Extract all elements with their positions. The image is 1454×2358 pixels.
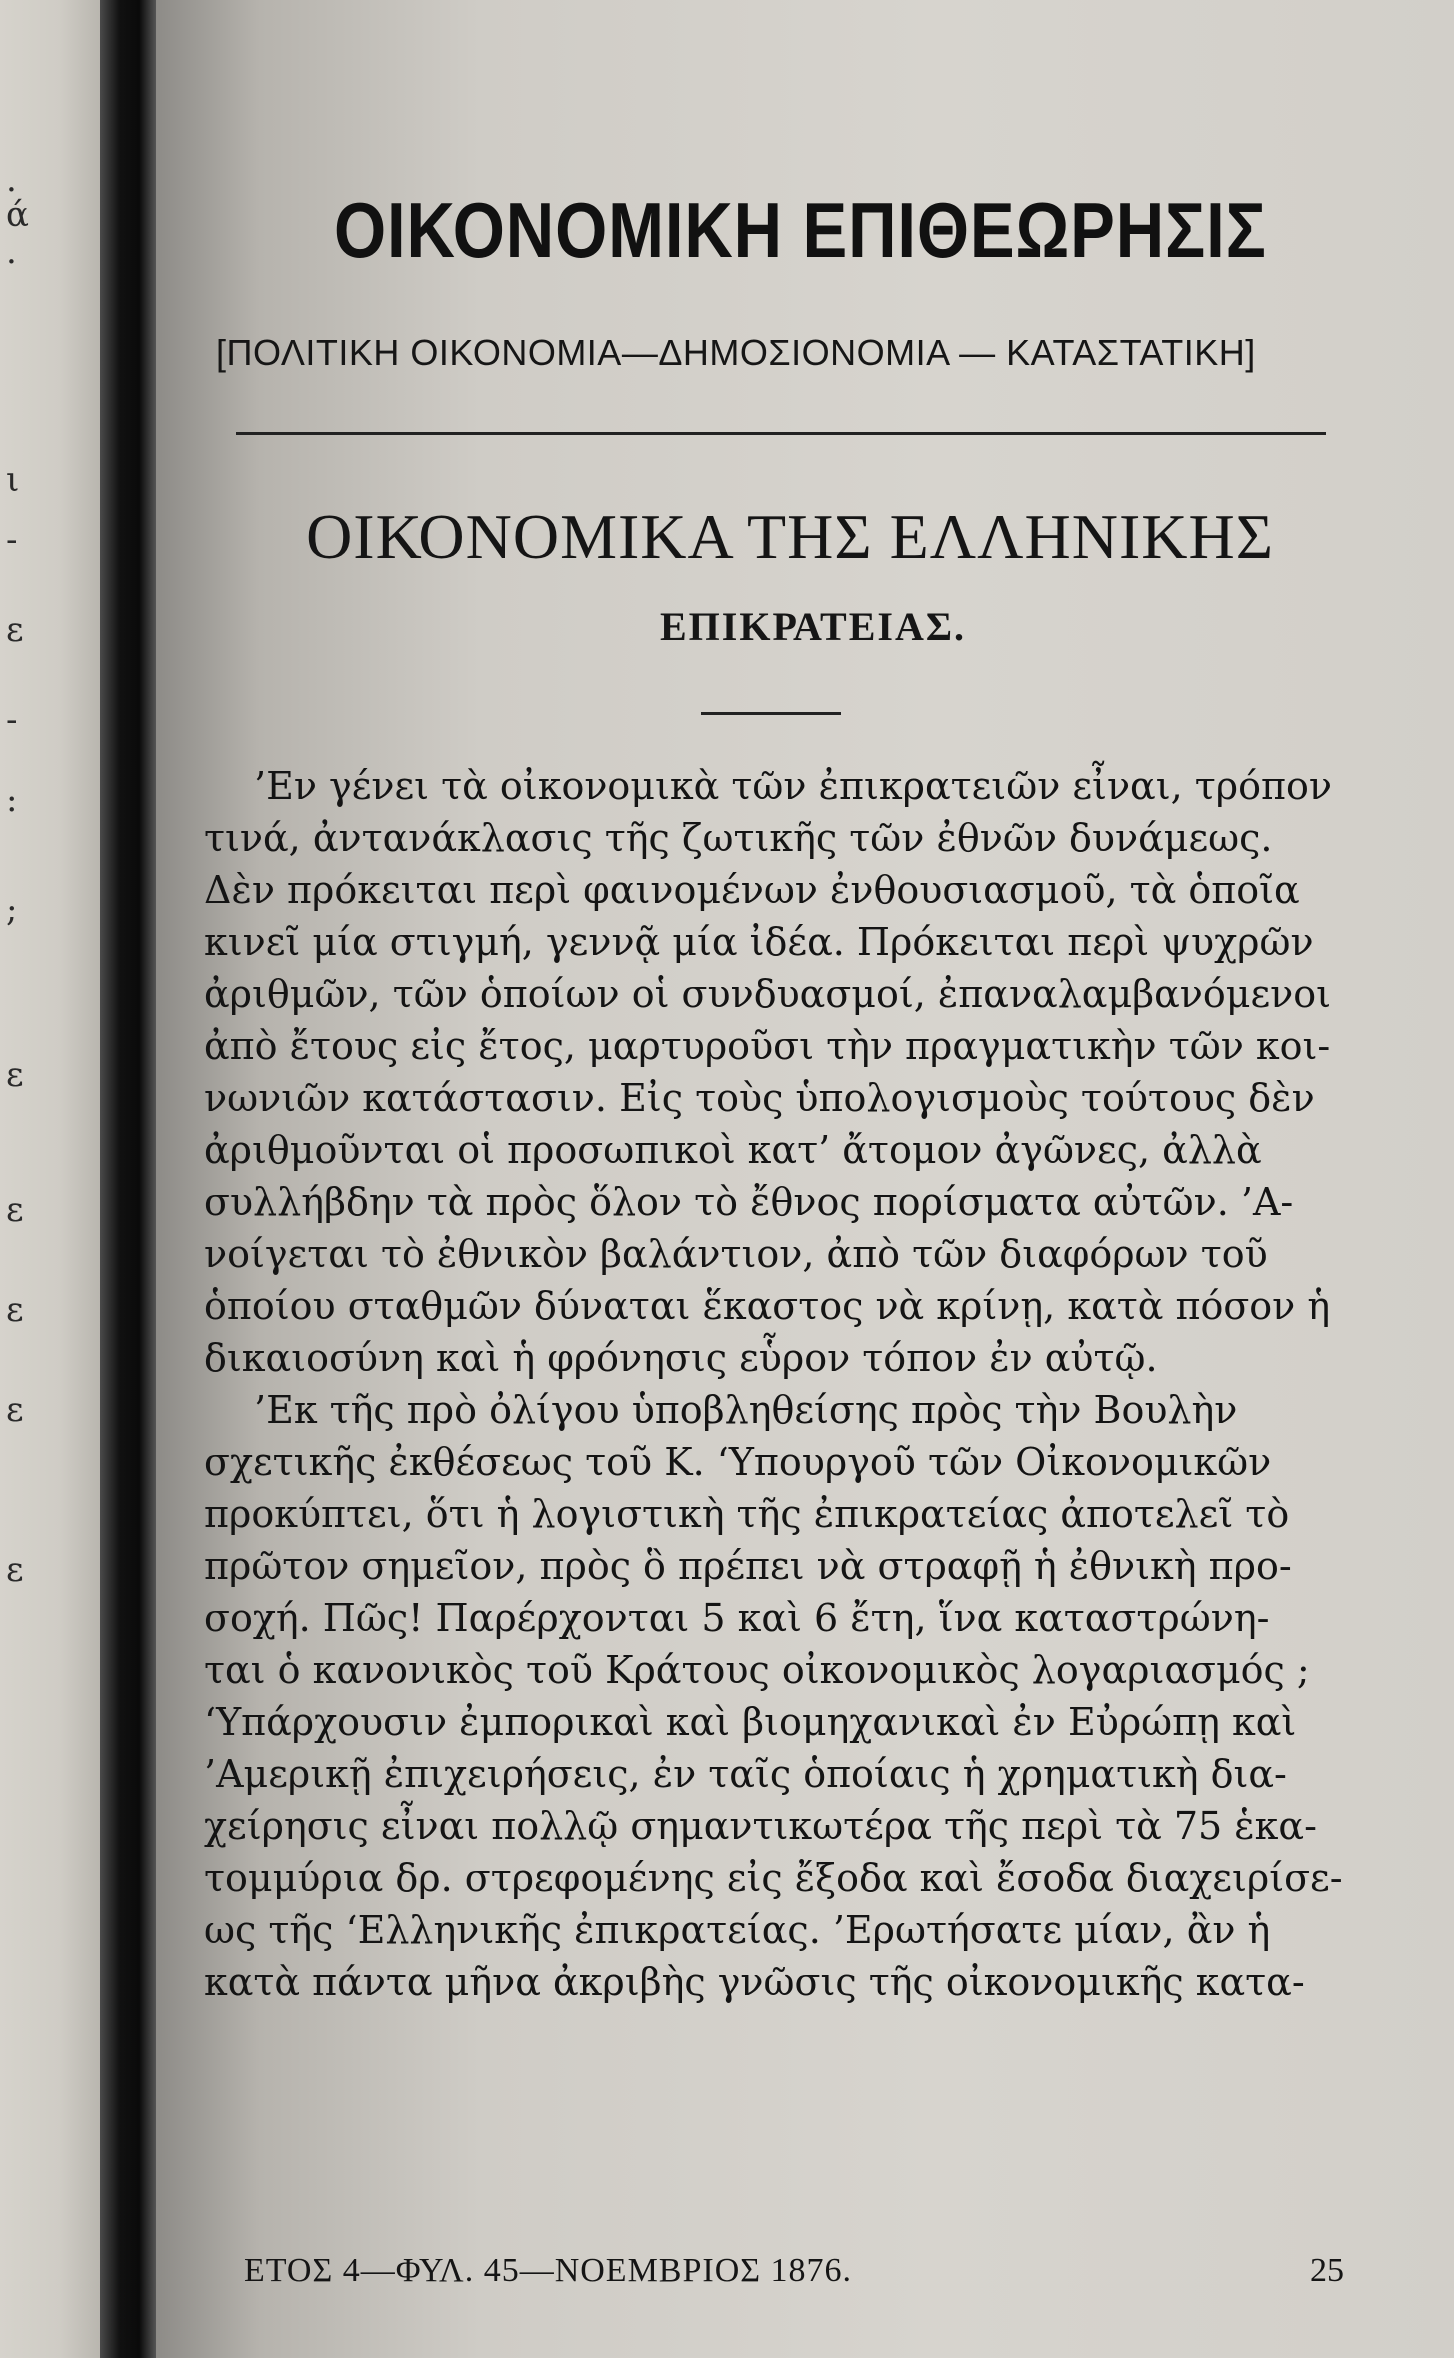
body-line: νοίγεται τὸ ἐθνικὸν βαλάντιον, ἀπὸ τῶν διαφόρων τοῦ — [204, 1232, 1268, 1276]
margin-mark: - — [6, 520, 18, 560]
page-number: 25 — [1310, 2252, 1344, 2289]
journal-subtitle: [ΠΟΛΙΤΙΚΗ ΟΙΚΟΝΟΜΙΑ—ΔΗΜΟΣΙΟΝΟΜΙΑ — ΚΑΤΑΣΤΑΤΙΚΗ] — [216, 332, 1256, 373]
body-line: σοχή. Πῶς! Παρέρχονται 5 καὶ 6 ἔτη, ἵνα καταστρώνη- — [204, 1596, 1270, 1640]
margin-mark: . — [6, 232, 17, 272]
margin-mark: ά — [6, 195, 29, 235]
title-divider — [701, 712, 841, 715]
body-line: κινεῖ μία στιγμή, γεννᾷ μία ἰδέα. Πρόκειται περὶ ψυχρῶν — [204, 920, 1314, 964]
body-line: ’Εκ τῆς πρὸ ὀλίγου ὑποβληθείσης πρὸς τὴν Βουλὴν — [254, 1388, 1238, 1432]
body-line: πρῶτον σημεῖον, πρὸς ὃ πρέπει νὰ στραφῇ ἡ ἐθνικὴ προ- — [204, 1544, 1292, 1588]
body-line: προκύπτει, ὅτι ἡ λογιστικὴ τῆς ἐπικρατείας ἀποτελεῖ τὸ — [204, 1492, 1290, 1536]
margin-mark: ε — [6, 1550, 24, 1590]
margin-mark: : — [6, 780, 18, 820]
journal-title: ΟΙΚΟΝΟΜΙΚΗ ΕΠΙΘΕΩΡΗΣΙΣ — [334, 186, 1267, 274]
body-line: ως τῆς ‘Ελληνικῆς ἐπικρατείας. ’Ερωτήσατε μίαν, ἂν ἡ — [204, 1908, 1271, 1952]
margin-mark: ε — [6, 1190, 24, 1230]
margin-mark: ; — [6, 890, 18, 930]
margin-mark: . — [6, 160, 17, 200]
page-footer — [244, 2252, 1344, 2302]
adjacent-page-margin — [0, 0, 100, 2358]
body-line: ’Αμερικῇ ἐπιχειρήσεις, ἐν ταῖς ὁποίαις ἡ χρηματικὴ δια- — [204, 1752, 1287, 1796]
margin-mark: ε — [6, 610, 24, 650]
body-line: ’Εν γένει τὰ οἰκονομικὰ τῶν ἐπικρατειῶν εἶναι, τρόπον — [254, 764, 1332, 808]
body-line: ται ὁ κανονικὸς τοῦ Κράτους οἰκονομικὸς λογαριασμός ; — [204, 1648, 1310, 1692]
body-line: τινά, ἀντανάκλασις τῆς ζωτικῆς τῶν ἐθνῶν δυνάμεως. — [204, 816, 1273, 860]
margin-mark: ι — [6, 460, 20, 500]
body-line: ἀριθμοῦνται οἱ προσωπικοὶ κατ’ ἄτομον ἀγῶνες, ἀλλὰ — [204, 1128, 1262, 1172]
body-line: ἀπὸ ἔτους εἰς ἔτος, μαρτυροῦσι τὴν πραγματικὴν τῶν κοι- — [204, 1024, 1331, 1068]
article-title: ΟΙΚΟΝΟΜΙΚΑ ΤΗΣ ΕΛΛΗΝΙΚΗΣ — [306, 501, 1274, 572]
margin-mark: ε — [6, 1390, 24, 1430]
margin-mark: ε — [6, 1290, 24, 1330]
body-line: ὁποίου σταθμῶν δύναται ἕκαστος νὰ κρίνῃ, κατὰ πόσον ἡ — [204, 1284, 1331, 1328]
body-line: Δὲν πρόκειται περὶ φαινομένων ἐνθουσιασμοῦ, τὰ ὁποῖα — [204, 868, 1300, 912]
issue-info: ΕΤΟΣ 4—ΦΥΛ. 45—ΝΟΕΜΒΡΙΟΣ 1876. — [244, 2252, 853, 2289]
body-line: ἀριθμῶν, τῶν ὁποίων οἱ συνδυασμοί, ἐπαναλαμβανόμενοι — [204, 972, 1332, 1016]
body-line: νωνιῶν κατάστασιν. Εἰς τοὺς ὑπολογισμοὺς τούτους δὲν — [204, 1076, 1315, 1120]
book-spine-shadow — [100, 0, 156, 2358]
body-line: χείρησις εἶναι πολλῷ σημαντικωτέρα τῆς περὶ τὰ 75 ἑκα- — [204, 1804, 1317, 1848]
margin-mark: - — [6, 700, 18, 740]
header-divider — [236, 432, 1326, 435]
article-subtitle: ΕΠΙΚΡΑΤΕΙΑΣ. — [660, 604, 966, 649]
margin-mark: ε — [6, 1055, 24, 1095]
document-page — [156, 0, 1454, 2358]
article-body — [204, 760, 1354, 2008]
body-line: ‘Υπάρχουσιν ἐμπορικαὶ καὶ βιομηχανικαὶ ἐν Εὐρώπῃ καὶ — [204, 1700, 1297, 1744]
body-line: κατὰ πάντα μῆνα ἀκριβὴς γνῶσις τῆς οἰκονομικῆς κατα- — [204, 1960, 1305, 2004]
body-line: σχετικῆς ἐκθέσεως τοῦ Κ. ‘Υπουργοῦ τῶν Οἰκονομικῶν — [204, 1440, 1272, 1484]
body-line: συλλήβδην τὰ πρὸς ὅλον τὸ ἔθνος πορίσματα αὐτῶν. ’Α- — [204, 1180, 1294, 1224]
body-line: δικαιοσύνη καὶ ἡ φρόνησις εὗρον τόπον ἐν αὐτῷ. — [204, 1336, 1158, 1380]
body-line: τομμύρια δρ. στρεφομένης εἰς ἔξοδα καὶ ἔσοδα διαχειρίσε- — [204, 1856, 1343, 1900]
